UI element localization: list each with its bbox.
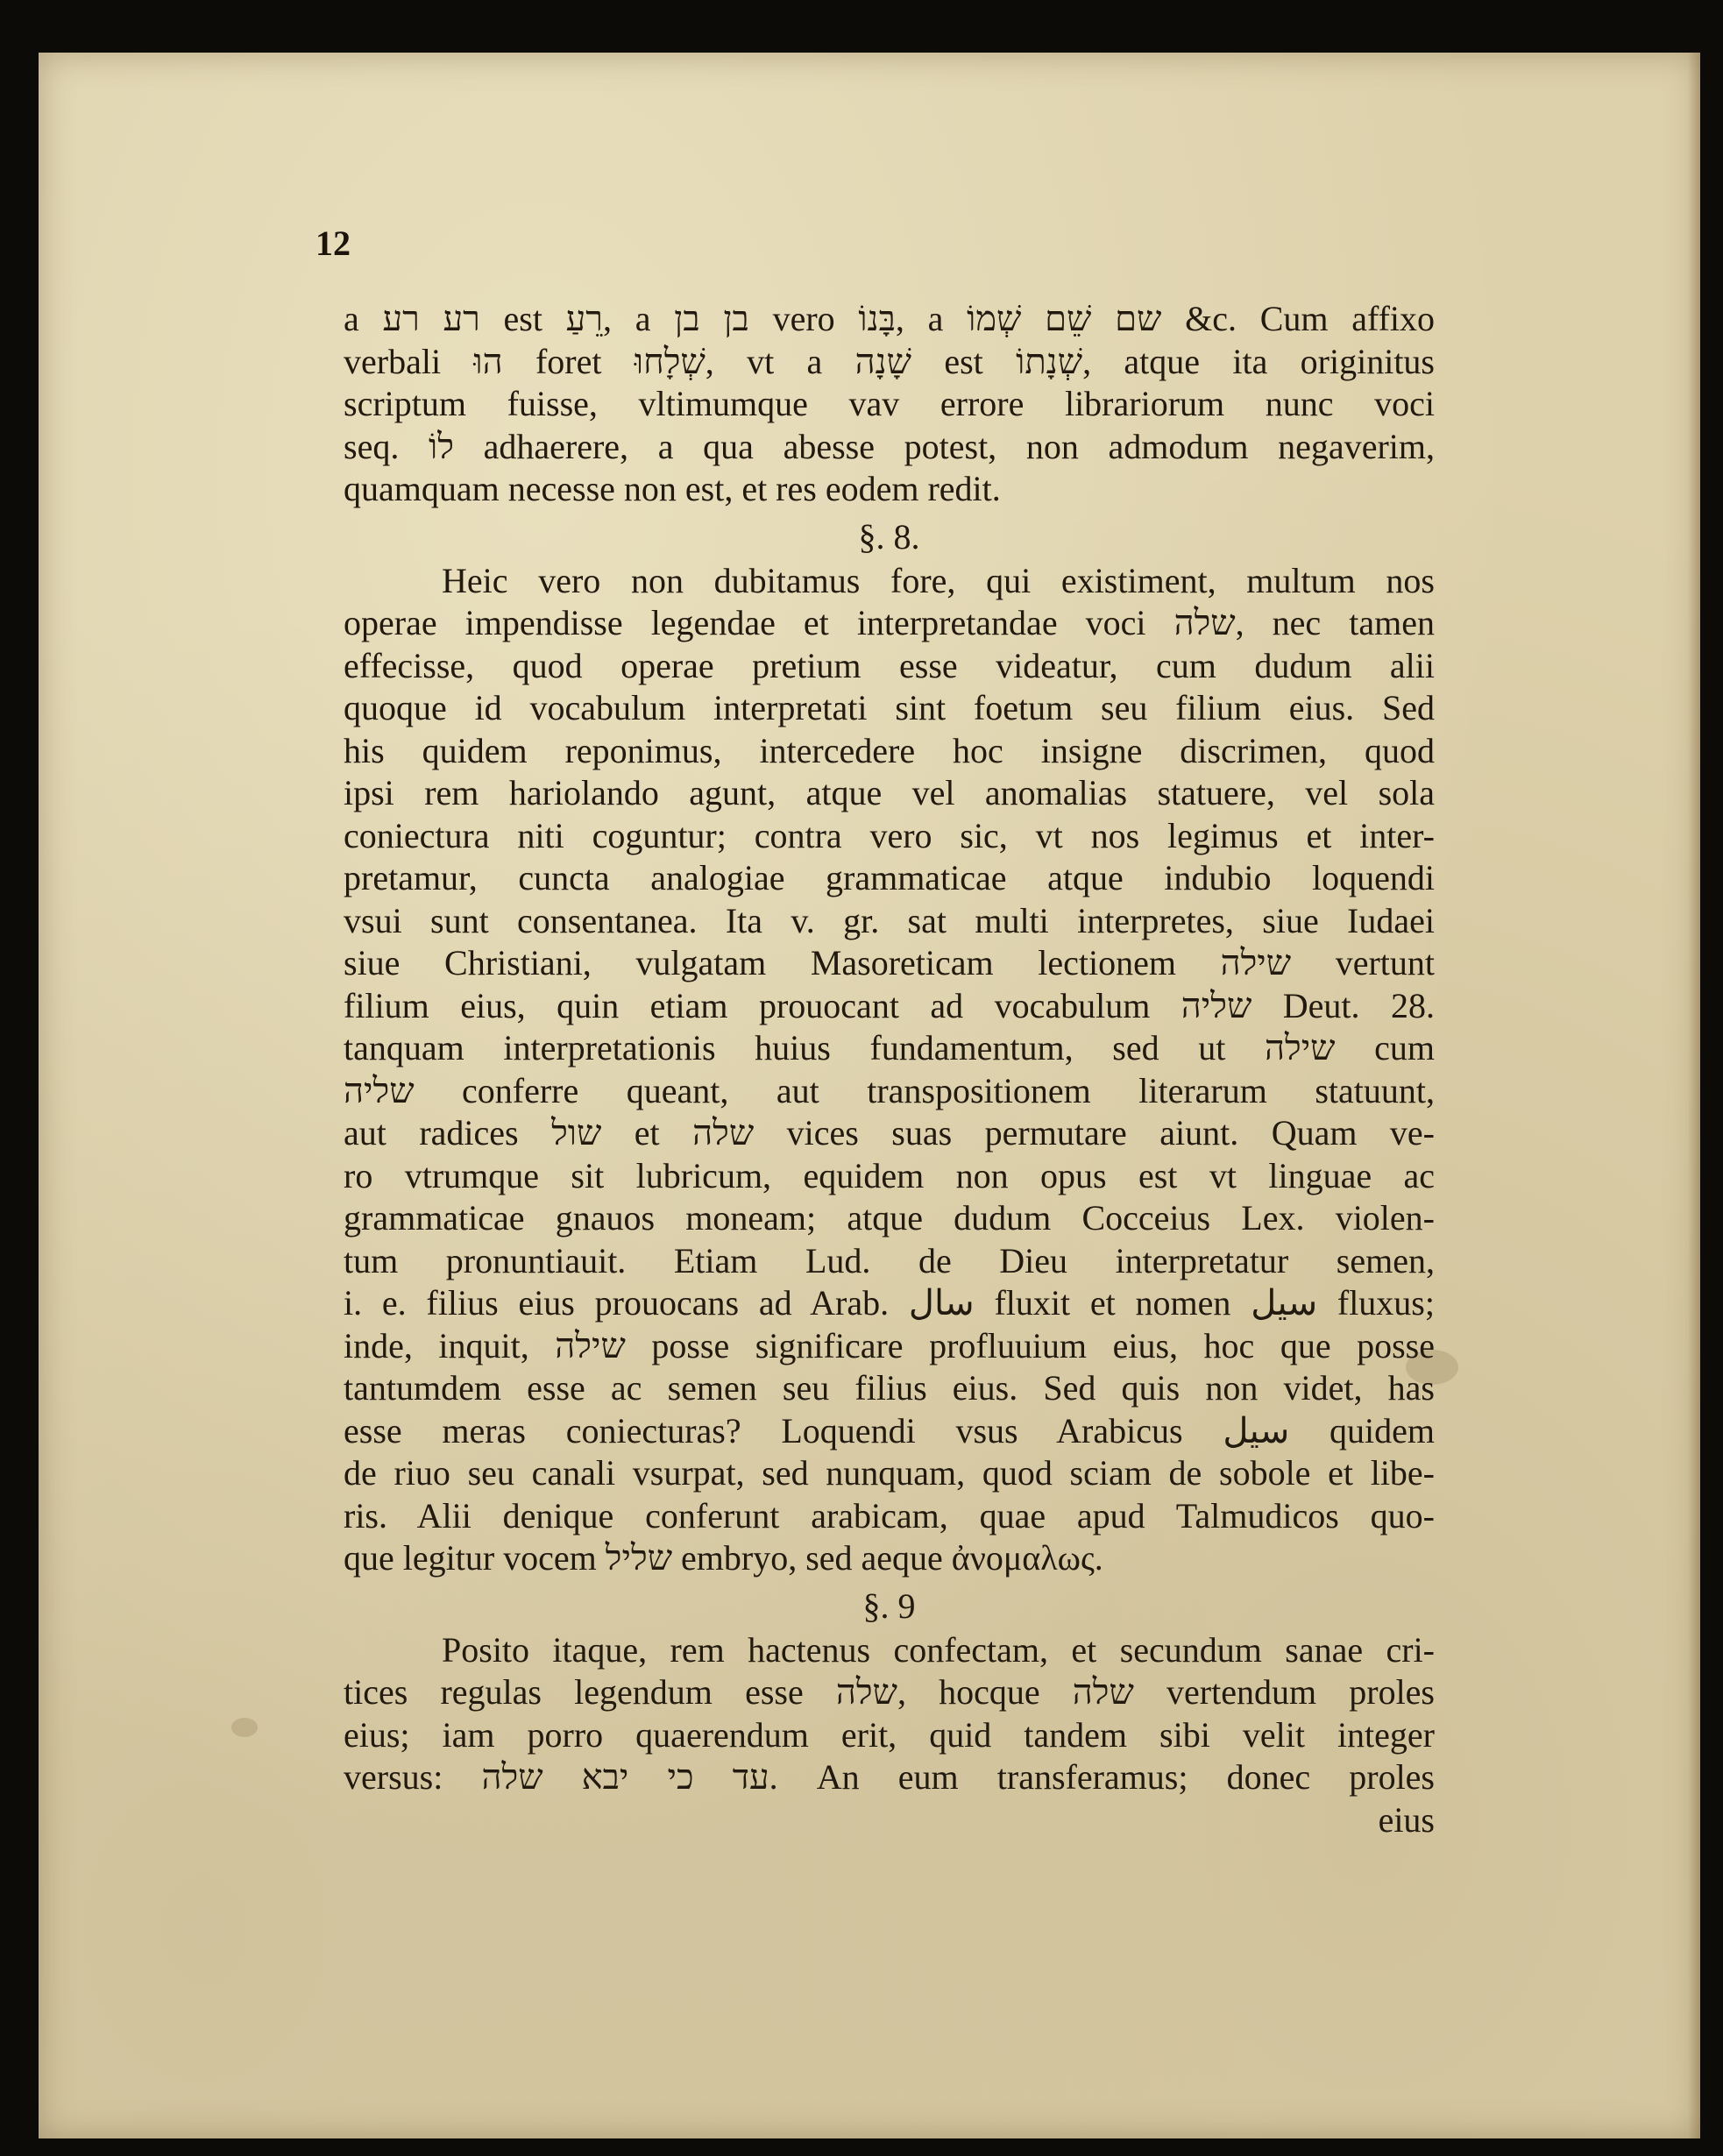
text-line: a רע רע est רֵעַ, a בן בן vero בָּנוֹ, a שם שֵׁם שְׁמוֹ &c. Cum affixo bbox=[344, 299, 1435, 338]
text-line: ro vtrumque sit lubricum, equidem non opus est vt linguae ac bbox=[344, 1155, 1435, 1195]
text-line: tum pronuntiauit. Etiam Lud. de Dieu interpretatur semen, bbox=[344, 1240, 1435, 1280]
text-line: aut radices שול et שלה vices suas permutare aiunt. Quam ve- bbox=[344, 1113, 1435, 1152]
text-line: inde, inquit, שילה posse significare profluuium eius, hoc que posse bbox=[344, 1325, 1435, 1365]
text-line: esse meras coniecturas? Loquendi vsus Arabicus سيل quidem bbox=[344, 1410, 1435, 1450]
text-line: pretamur, cuncta analogiae grammaticae atque indubio loquendi bbox=[344, 858, 1435, 897]
paragraph-1 bbox=[344, 298, 1435, 511]
text-line: versus: עד כי יבא שלה. An eum transferamus; donec proles bbox=[344, 1757, 1435, 1797]
section-8-body bbox=[344, 560, 1435, 1580]
text-line: tantumdem esse ac semen seu filius eius. Sed quis non videt, has bbox=[344, 1368, 1435, 1408]
catchword: eius bbox=[1378, 1799, 1435, 1840]
text-line: operae impendisse legendae et interpretandae voci שלה, nec tamen bbox=[344, 603, 1435, 642]
text-line: eius; iam porro quaerendum erit, quid tandem sibi velit integer bbox=[344, 1714, 1435, 1755]
text-line: i. e. filius eius prouocans ad Arab. سال fluxit et nomen سيل fluxus; bbox=[344, 1283, 1435, 1323]
text-line: tanquam interpretationis huius fundamentum, sed ut שילה cum bbox=[344, 1028, 1435, 1067]
text-line: שליה conferre queant, aut transpositionem literarum statuunt, bbox=[344, 1070, 1435, 1110]
paper-stain bbox=[231, 1718, 258, 1737]
text-line: his quidem reponimus, intercedere hoc insigne discrimen, quod bbox=[344, 730, 1435, 770]
text-line: Posito itaque, rem hactenus confectam, et secundum sanae cri- bbox=[442, 1629, 1435, 1670]
page-number: 12 bbox=[316, 223, 351, 263]
text-line: ris. Alii denique conferunt arabicam, quae apud Talmudicos quo- bbox=[344, 1495, 1435, 1535]
text-line: effecisse, quod operae pretium esse videatur, cum dudum alii bbox=[344, 645, 1435, 685]
page-edge bbox=[1688, 53, 1700, 2138]
text-line: ipsi rem hariolando agunt, atque vel anomalias statuere, vel sola bbox=[344, 773, 1435, 812]
text-line: vsui sunt consentanea. Ita v. gr. sat multi interpretes, siue Iudaei bbox=[344, 900, 1435, 940]
text-line: quamquam necesse non est, et res eodem redit. bbox=[344, 469, 1001, 508]
text-line: filium eius, quin etiam prouocant ad vocabulum שליה Deut. 28. bbox=[344, 985, 1435, 1025]
section-heading-8: §. 8. bbox=[858, 516, 920, 557]
text-line: scriptum fuisse, vltimumque vav errore librariorum nunc voci bbox=[344, 384, 1435, 423]
text-line: de riuo seu canali vsurpat, sed nunquam, quod sciam de sobole et libe- bbox=[344, 1453, 1435, 1493]
text-line: quoque id vocabulum interpretati sint foetum seu filium eius. Sed bbox=[344, 688, 1435, 727]
section-heading-9: §. 9 bbox=[862, 1585, 916, 1626]
text-line: que legitur vocem שליל embryo, sed aeque ἀνομαλως. bbox=[344, 1538, 1103, 1578]
text-line: tices regulas legendum esse שלה, hocque שלה vertendum proles bbox=[344, 1672, 1435, 1712]
body-text bbox=[344, 298, 1435, 1841]
text-line: siue Christiani, vulgatam Masoreticam lectionem שילה vertunt bbox=[344, 943, 1435, 982]
text-line: coniectura niti coguntur; contra vero sic, vt nos legimus et inter- bbox=[344, 815, 1435, 855]
section-9-body bbox=[344, 1629, 1435, 1842]
text-line: seq. לוֹ adhaerere, a qua abesse potest, non admodum negaverim, bbox=[344, 426, 1435, 466]
text-line: grammaticae gnauos moneam; atque dudum Cocceius Lex. violen- bbox=[344, 1198, 1435, 1238]
text-line: verbali הוּ foret שְׁלָחוּ, vt a שָׁנָה est שְׁנָתוֹ, atque ita originitus bbox=[344, 341, 1435, 381]
text-line: Heic vero non dubitamus fore, qui existiment, multum nos bbox=[442, 560, 1435, 600]
